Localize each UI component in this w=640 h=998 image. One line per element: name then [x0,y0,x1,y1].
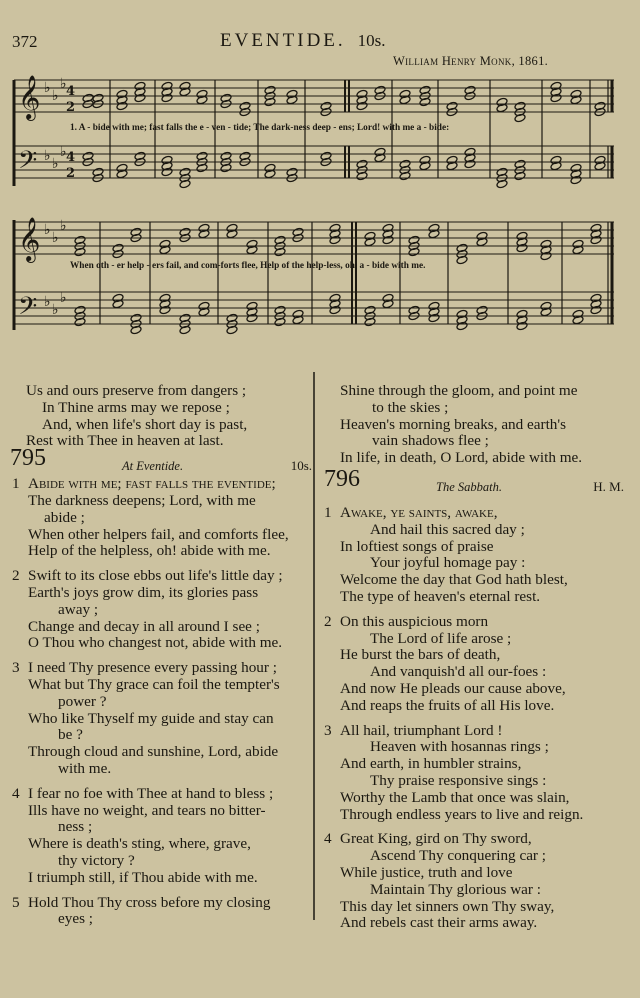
svg-text:2: 2 [66,100,76,115]
verse-line: Ills have no weight, and tears no bitter- [28,801,266,819]
verse-line: And now He pleads our cause above, [340,679,566,697]
right-column [324,382,628,932]
svg-text:♭: ♭ [44,148,51,164]
svg-text:♭: ♭ [52,88,59,104]
verse-line: Heaven's morning breaks, and earth's [340,415,567,433]
hymn-title: The Sabbath. [436,479,502,494]
verse-line: And earth, in humbler strains, [340,755,522,773]
verse-line: Where is death's sting, where, grave, [28,835,251,853]
verse-795-2 [12,568,314,652]
verse-796-4 [324,831,628,932]
verse-line: Abide with me; fast falls the eventide; [28,475,276,493]
svg-text:𝄞: 𝄞 [18,75,41,119]
verse-line: The Lord of life arose ; [370,629,512,647]
verse-line: O Thou who changest not, abide with me. [28,634,283,652]
svg-text:♭: ♭ [60,290,67,306]
verse-number: 3 [12,659,20,677]
verse-line: with me. [58,759,112,777]
svg-text:♭: ♭ [44,80,51,96]
verse-line: And rebels cast their arms away. [340,914,538,932]
verse-796-1 [324,505,628,606]
verse-line: Help of the helpless, oh! abide with me. [28,542,271,560]
verse-796-2 [324,614,628,715]
verse-796-3 [324,723,628,824]
verse-795-1 [12,476,314,560]
verse-line: Awake, ye saints, awake, [340,503,498,521]
hymn-795-heading [10,445,312,476]
verse-line: He burst the bars of death, [340,646,501,664]
verse-line: The darkness deepens; Lord, with me [28,491,256,509]
verse-line: In loftiest songs of praise [340,537,494,555]
verse-line: Maintain Thy glorious war : [370,880,541,898]
hymn-number: 796 [324,465,360,492]
verse-number: 4 [12,784,20,802]
verse-line: Welcome the day that God hath blest, [340,571,568,589]
verse-line: Thy praise responsive sings : [370,771,547,789]
verse-line: thy victory ? [58,851,135,869]
verse-line: Earth's joys grow dim, its glories pass [28,583,259,601]
verse-line: On this auspicious morn [340,612,489,630]
verse-line: And reaps the fruits of all His love. [340,696,555,714]
lyrics-line-1: 1. A - bide with me; fast falls the e - ven - tide; The dark-ness deep - ens; Lord! with me a - bide: [70,123,450,133]
verse-line: Great King, gird on Thy sword, [340,830,532,848]
verse-line: Your joyful homage pay : [370,554,526,572]
hymn-number: 795 [10,445,46,472]
tune-title [220,30,386,52]
verse-line: Shine through the gloom, and point me [340,382,578,399]
verse-line: Ascend Thy conquering car ; [370,847,547,865]
verse-line: away ; [58,600,99,618]
left-column [10,382,314,928]
verse-line: I need Thy presence every passing hour ; [28,659,277,677]
stanza-line: Rest with Thee in heaven at last. [26,432,224,450]
verse-line: What but Thy grace can foil the tempter's [28,675,280,693]
verse-795-5 [12,895,314,929]
verse-line: All hail, triumphant Lord ! [340,721,503,739]
verse-number: 1 [12,475,20,493]
verse-line: In life, in death, O Lord, abide with me. [340,449,583,467]
verse-line: be ? [58,726,83,744]
verse-line: Swift to its close ebbs out life's little day ; [28,567,283,585]
verse-number: 4 [324,830,332,848]
hymn-796-heading [324,465,624,497]
svg-text:♭: ♭ [60,144,67,160]
hymn-meter: 10s. [290,458,312,474]
stanza-line: In Thine arms may we repose ; [42,398,230,416]
verse-number: 5 [12,893,20,911]
verse-line: I fear no foe with Thee at hand to bless ; [28,784,274,802]
music-system-2 [0,208,640,338]
stanza-line: Us and ours preserve from dangers ; [26,382,247,399]
verse-795-4 [12,786,314,887]
lyrics-line-2: When oth - er help - ers fail, and com-forts flee, Help of the help-less, oh, a - bide with me. [70,261,426,271]
composer: William Henry Monk, 1861. [393,54,549,68]
svg-text:2: 2 [66,166,76,181]
svg-text:♭: ♭ [52,230,59,246]
verse-line: I triumph still, if Thou abide with me. [28,868,258,886]
hymn-meter: H. M. [593,478,624,494]
verse-line: abide ; [44,508,85,526]
verse-number: 1 [324,503,332,521]
verse-line: And vanquish'd all our-foes : [370,663,547,681]
verse-line: Who like Thyself my guide and stay can [28,709,274,727]
verse-line: power ? [58,692,107,710]
svg-text:♭: ♭ [44,222,51,238]
page-number: 372 [12,32,38,51]
svg-text:♭: ♭ [44,294,51,310]
verse-line: And hail this sacred day ; [370,520,525,538]
svg-text:𝄢: 𝄢 [18,292,38,327]
verse-795-3 [12,660,314,778]
verse-line: vain shadows flee ; [372,432,489,450]
verse-line: Heaven with hosannas rings ; [370,738,549,756]
svg-text:4: 4 [66,84,76,99]
verse-number: 2 [12,567,20,585]
verse-line: When other helpers fail, and comforts flee, [28,525,289,543]
svg-text:4: 4 [66,150,76,165]
verse-line: Through endless years to live and reign. [340,805,584,823]
svg-text:𝄞: 𝄞 [18,217,41,261]
verse-line: Hold Thou Thy cross before my closing [28,893,271,911]
verse-line: eyes ; [58,910,94,928]
stanza-line: And, when life's short day is past, [42,415,248,433]
svg-text:♭: ♭ [60,76,67,92]
verse-line: The type of heaven's eternal rest. [340,587,541,605]
verse-number: 3 [324,721,332,739]
svg-text:♭: ♭ [52,302,59,318]
svg-text:𝄢: 𝄢 [18,146,38,181]
verse-line: While justice, truth and love [340,863,513,881]
svg-text:♭: ♭ [60,218,67,234]
verse-line: Through cloud and sunshine, Lord, abide [28,743,279,761]
verse-line: This day let sinners own Thy sway, [340,897,555,915]
svg-text:♭: ♭ [52,156,59,172]
verse-line: Change and decay in all around I see ; [28,617,260,635]
hymn-title: At Eventide. [122,459,184,474]
verse-number: 2 [324,612,332,630]
verse-line: ness ; [58,818,93,836]
verse-line: to the skies ; [372,398,449,416]
tune-meter: 10s. [357,31,386,50]
tune-name: EVENTIDE. [220,30,346,51]
verse-line: Worthy the Lamb that once was slain, [340,788,570,806]
